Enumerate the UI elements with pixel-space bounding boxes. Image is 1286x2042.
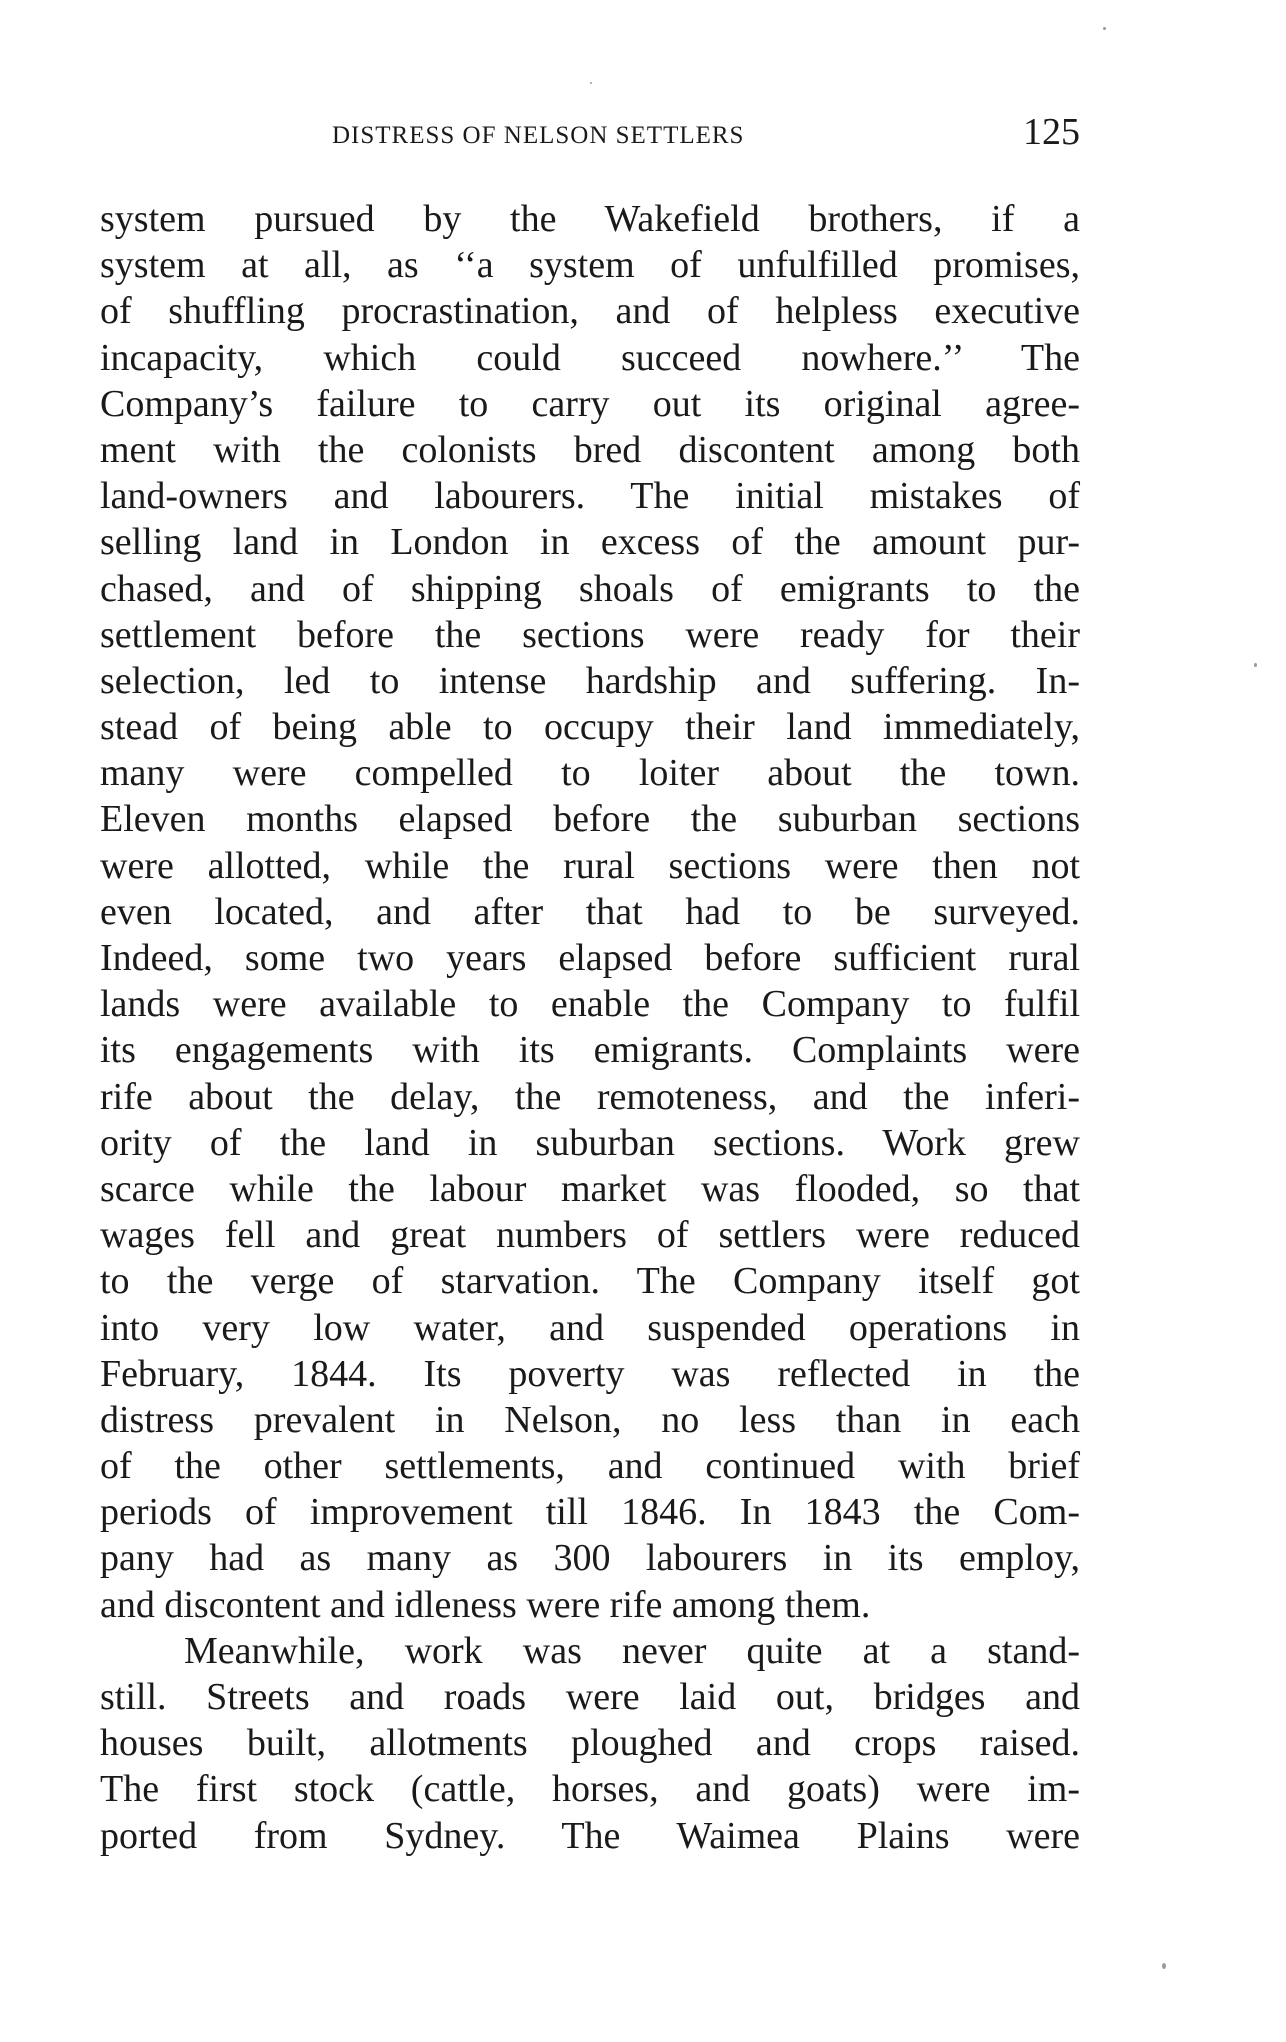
text-line: Eleven months elapsed before the suburban sections (100, 798, 1080, 841)
paper-speck (1103, 27, 1106, 30)
text-line: stead of being able to occupy their land immediately, (100, 706, 1080, 749)
text-line: chased, and of shipping shoals of emigrants to the (100, 567, 1080, 610)
text-line: land-owners and labourers. The initial mistakes of (100, 475, 1080, 518)
text-line: settlement before the sections were ready for their (100, 613, 1080, 656)
text-line: ported from Sydney. The Waimea Plains were (100, 1814, 1080, 1857)
text-line: wages fell and great numbers of settlers were reduced (100, 1214, 1080, 1257)
text-line: incapacity, which could succeed nowhere.’’ The (100, 336, 1080, 379)
text-line: system at all, as ‘‘a system of unfulfilled promises, (100, 244, 1080, 287)
text-line: selection, led to intense hardship and suffering. In- (100, 659, 1080, 702)
text-line: pany had as many as 300 labourers in its employ, (100, 1537, 1080, 1580)
text-line: system pursued by the Wakefield brothers, if a (100, 198, 1080, 240)
body-text (100, 196, 1080, 1859)
text-line: were allotted, while the rural sections were then not (100, 844, 1080, 887)
paragraph-1 (100, 196, 1080, 1628)
text-line: houses built, allotments ploughed and crops raised. (100, 1722, 1080, 1765)
text-line: Company’s failure to carry out its original agree- (100, 382, 1080, 425)
text-line: still. Streets and roads were laid out, bridges and (100, 1676, 1080, 1718)
page-number: 125 (1023, 111, 1080, 153)
text-line: of the other settlements, and continued with brief (100, 1445, 1080, 1488)
text-line: periods of improvement till 1846. In 1843 the Com- (100, 1491, 1080, 1534)
text-line: lands were available to enable the Company to fulfil (100, 983, 1080, 1026)
text-line: of shuffling procrastination, and of helpless executive (100, 290, 1080, 333)
text-line: Indeed, some two years elapsed before sufficient rural (100, 937, 1080, 979)
text-line: even located, and after that had to be surveyed. (100, 890, 1080, 933)
text-line: rife about the delay, the remoteness, and the inferi- (100, 1075, 1080, 1118)
paper-speck (590, 82, 592, 84)
text-line: selling land in London in excess of the amount pur- (100, 521, 1080, 564)
text-line: into very low water, and suspended operations in (100, 1306, 1080, 1349)
paper-speck (1162, 1963, 1166, 1969)
paragraph-2 (100, 1628, 1080, 1859)
running-title: DISTRESS OF NELSON SETTLERS (332, 122, 745, 149)
text-line: The first stock (cattle, horses, and goats) were im- (100, 1768, 1080, 1811)
text-line: distress prevalent in Nelson, no less than in each (100, 1398, 1080, 1441)
text-line: scarce while the labour market was flooded, so that (100, 1167, 1080, 1210)
text-line: its engagements with its emigrants. Complaints were (100, 1029, 1080, 1072)
text-line: Meanwhile, work was never quite at a stand- (184, 1629, 1080, 1672)
text-line: ment with the colonists bred discontent among both (100, 428, 1080, 471)
text-line: to the verge of starvation. The Company itself got (100, 1260, 1080, 1303)
running-header (100, 110, 1080, 160)
text-line: and discontent and idleness were rife among them. (100, 1583, 871, 1626)
text-line: February, 1844. Its poverty was reflected in the (100, 1352, 1080, 1395)
text-line: many were compelled to loiter about the town. (100, 752, 1080, 795)
paper-speck (1254, 663, 1257, 667)
text-line: ority of the land in suburban sections. Work grew (100, 1121, 1080, 1164)
